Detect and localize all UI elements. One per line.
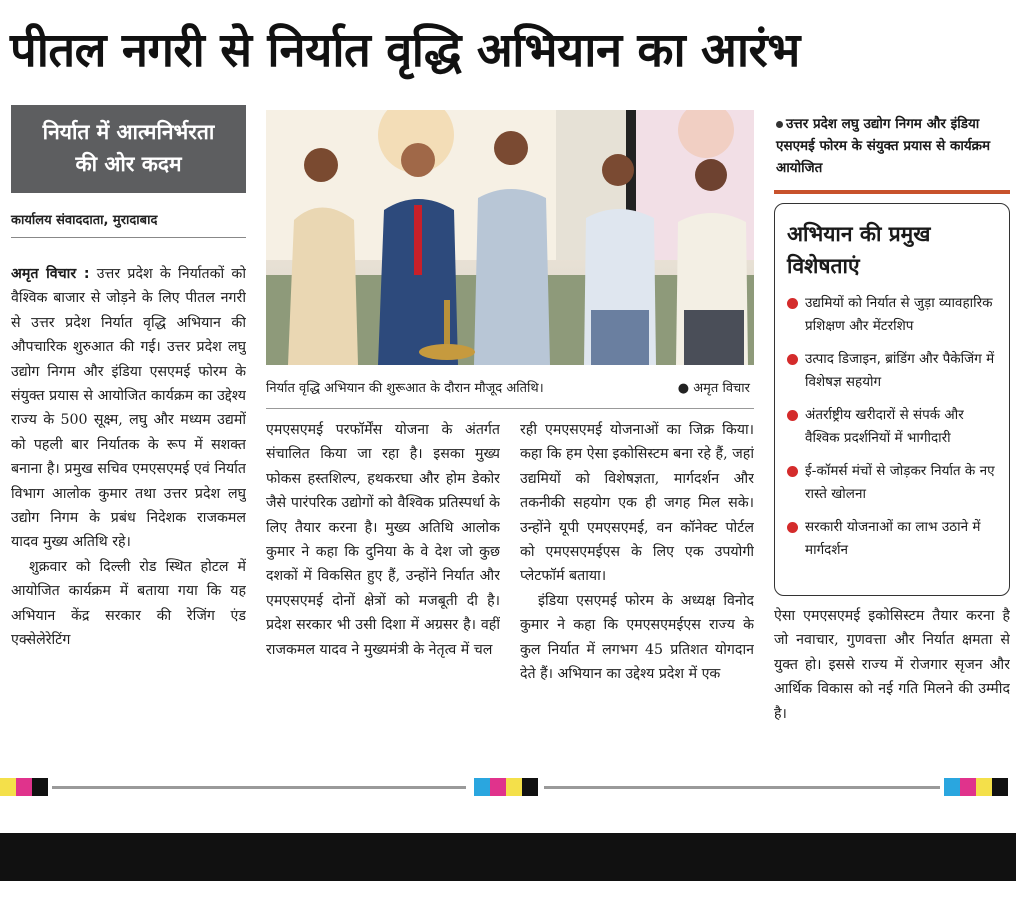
highlight-text: सरकारी योजनाओं का लाभ उठाने में मार्गदर्शन [805,519,981,558]
photo-caption [266,369,754,409]
bullet-dot-icon [776,121,783,128]
registration-line [544,786,940,789]
registration-swatch [944,778,960,796]
registration-swatch [0,778,16,796]
col2-paragraph: एमएसएमई परफॉर्मेंस योजना के अंतर्गत संचालित किया जा रहा है। इसका मुख्य फोकस हस्तशिल्प, हथकरघा और होम डेकोर जैसे पारंपरिक उद्योगों को वैश्विक प्रतिस्पर्धा के लिए तैयार करना है। मुख्य अतिथि आलोक कुमार ने कहा कि दुनिया के वे देश जो कुछ दशकों में विकसित हुए हैं, उन्होंने निर्यात और एमएसएमई दोनों क्षेत्रों को मजबूती दी है। प्रदेश सरकार भी उसी दिशा में अग्रसर है। वहीं राजकमल यादव ने मुख्यमंत्री के नेतृत्व में चल [266,422,500,658]
highlights-list [787,292,999,562]
registration-swatch [960,778,976,796]
registration-line [52,786,466,789]
news-photo [266,110,754,365]
red-bullet-icon [787,298,798,309]
bottom-band [0,833,1016,881]
col4-paragraph: ऐसा एमएसएमई इकोसिस्टम तैयार करना है जो नवाचार, गुणवत्ता और निर्यात क्षमता से युक्त हो। इससे राज्य में रोजगार सृजन और आर्थिक विकास को नई गति मिलने की उम्मीद है। [774,608,1010,722]
registration-swatch [976,778,992,796]
red-bullet-icon [787,354,798,365]
red-bullet-icon [787,466,798,477]
article-column-3 [520,418,754,764]
caption-text: निर्यात वृद्धि अभियान की शुरूआत के दौरान मौजूद अतिथि। [266,381,544,396]
highlights-box [774,203,1010,596]
col1-paragraph-2: शुक्रवार को दिल्ली रोड स्थित होटल में आयोजित कार्यक्रम में बताया गया कि यह अभियान केंद्र सरकार की रेजिंग एंड एक्सेलेरेटिंग [11,558,246,649]
col3-paragraph-2: इंडिया एसएमई फोरम के अध्यक्ष विनोद कुमार ने कहा कि एमएसएमईएस राज्य के कुल निर्यात में लगभग 45 प्रतिशत योगदान देते हैं। अभियान का उद्देश्य प्रदेश में एक [520,592,754,683]
col1-paragraph-1: उत्तर प्रदेश के निर्यातकों को वैश्विक बाजार से जोड़ने के लिए पीतल नगरी से उत्तर प्रदेश निर्यात वृद्धि अभियान की औपचारिक शुरुआत की गई। उत्तर प्रदेश लघु उद्योग निगम और इंडिया एसएमई फोरम के संयुक्त प्रयास से आयोजित कार्यक्रम का उद्देश्य राज्य के 500 सूक्ष्म, लघु और मध्यम उद्यमों को पहली बार निर्यातक के रूप में सशक्त बनाना है। प्रमुख सचिव एमएसएमई एवं निर्यात विभाग आलोक कुमार तथा उत्तर प्रदेश लघु उद्योग निगम के प्रबंध निदेशक राजकमल यादव मुख्य अतिथि रहे। [11,266,246,551]
subhead-box [11,105,246,193]
registration-swatch [992,778,1008,796]
red-bullet-icon [787,410,798,421]
highlight-text: उत्पाद डिजाइन, ब्रांडिंग और पैकेजिंग में विशेषज्ञ सहयोग [805,351,995,390]
byline: कार्यालय संवाददाता, मुरादाबाद [11,210,246,238]
article-column-2 [266,418,500,764]
highlight-item [787,292,999,338]
registration-swatch [32,778,48,796]
top-bullet-note [776,113,1010,179]
col3-paragraph-1: रही एमएसएमई योजनाओं का जिक्र किया। कहा कि हम ऐसा इकोसिस्टम बना रहे हैं, जहां उद्यमियों को विशेषज्ञता, मार्गदर्शन और तकनीकी सहयोग एक ही जगह मिल सके। उन्होंने यूपी एमएसएमई, वन कॉनेक्ट पोर्टल को एमएसएमईएस के लिए एक उपयोगी प्लेटफॉर्म बताया। [520,422,754,585]
article-column-1 [11,262,246,762]
registration-swatch [16,778,32,796]
print-registration-bar [0,778,1016,796]
article-column-4 [774,604,1010,764]
photo-credit: ● अमृत विचार [677,381,750,396]
highlight-item [787,404,999,450]
highlight-text: अंतर्राष्ट्रीय खरीदारों से संपर्क और वैश्विक प्रदर्शनियों में भागीदारी [805,407,964,446]
people-photo-illustration [266,110,754,365]
registration-swatch [474,778,490,796]
highlight-item [787,516,999,562]
headline: पीतल नगरी से निर्यात वृद्धि अभियान का आरंभ [10,23,800,78]
registration-swatch [490,778,506,796]
registration-swatch [522,778,538,796]
highlights-title: अभियान की प्रमुख विशेषताएं [787,222,931,278]
lead-label: अमृत विचार : [11,266,90,282]
highlight-item [787,460,999,506]
accent-rule [774,190,1010,194]
red-bullet-icon [787,522,798,533]
subhead-line-1: निर्यात में आत्मनिर्भरता [42,120,215,144]
highlight-text: ई-कॉमर्स मंचों से जोड़कर निर्यात के नए रास्ते खोलना [805,463,995,502]
highlight-item [787,348,999,394]
top-bullet-text: उत्तर प्रदेश लघु उद्योग निगम और इंडिया एसएमई फोरम के संयुक्त प्रयास से कार्यक्रम आयोजित [776,116,991,176]
registration-swatch [506,778,522,796]
subhead-line-2: की ओर कदम [75,152,182,176]
highlight-text: उद्यमियों को निर्यात से जुड़ा व्यावहारिक प्रशिक्षण और मेंटरशिप [805,295,993,334]
